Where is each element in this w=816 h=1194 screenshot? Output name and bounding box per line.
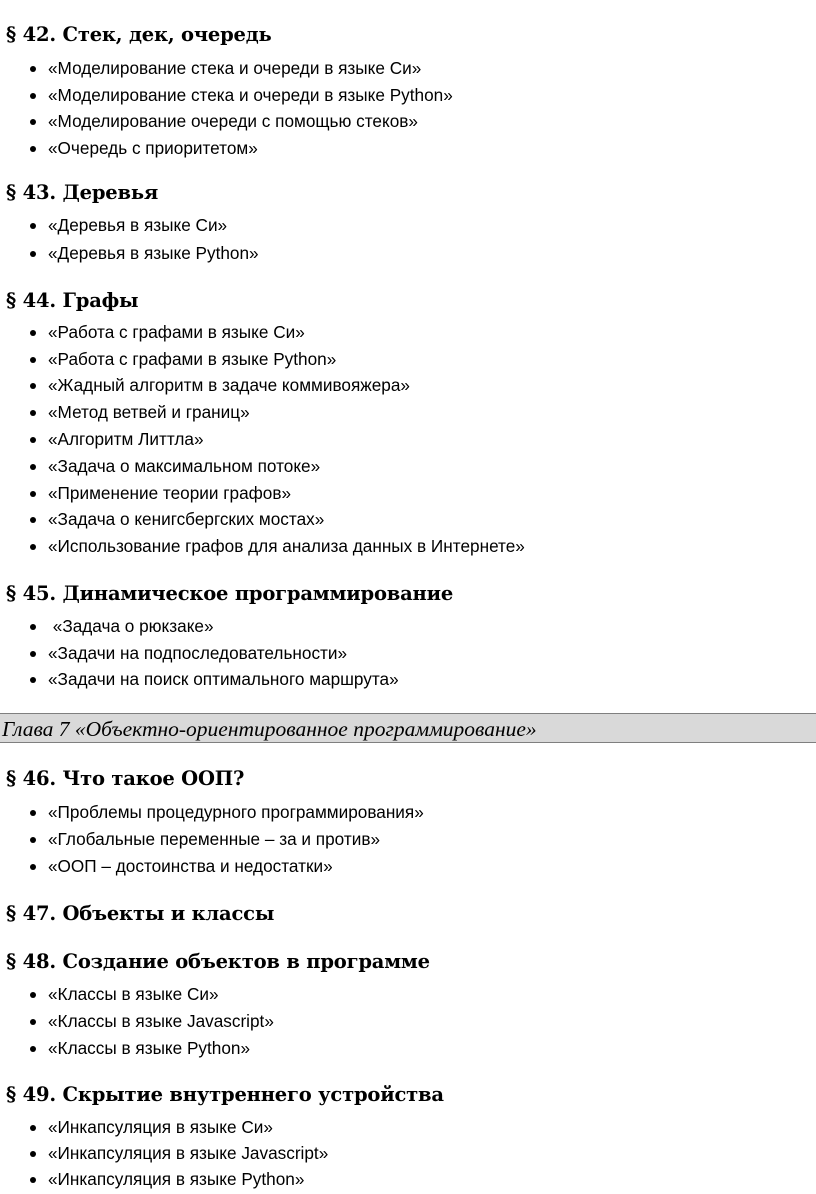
list-item-text: «Проблемы процедурного программирования» bbox=[48, 802, 424, 822]
list-item-text: «Моделирование стека и очереди в языке Си» bbox=[48, 58, 422, 78]
bullet-icon bbox=[30, 1125, 36, 1131]
chapter-title: Глава 7 «Объектно-ориентированное программирование» bbox=[2, 717, 537, 741]
section-heading-47: § 47. Объекты и классы bbox=[6, 902, 275, 925]
list-item-text: «Применение теории графов» bbox=[48, 483, 292, 503]
list-item-text: «Моделирование очереди с помощью стеков» bbox=[48, 111, 418, 131]
bullet-icon bbox=[30, 464, 36, 470]
bullet-icon bbox=[30, 93, 36, 99]
bullet-icon bbox=[30, 1151, 36, 1157]
bullet-icon bbox=[30, 1177, 36, 1183]
bullet-icon bbox=[30, 651, 36, 657]
bullet-icon bbox=[30, 383, 36, 389]
bullet-icon bbox=[30, 864, 36, 870]
bullet-icon bbox=[30, 624, 36, 630]
list-item-text: «Метод ветвей и границ» bbox=[48, 402, 250, 422]
list-item-text: «Задачи на подпоследовательности» bbox=[48, 643, 348, 663]
list-item-text: «Инкапсуляция в языке Python» bbox=[48, 1169, 305, 1189]
list-item-text: «Использование графов для анализа данных в Интернете» bbox=[48, 536, 525, 556]
bullet-icon bbox=[30, 437, 36, 443]
list-item-text: «Моделирование стека и очереди в языке Python» bbox=[48, 85, 453, 105]
section-heading-46: § 46. Что такое ООП? bbox=[6, 767, 245, 790]
bullet-icon bbox=[30, 410, 36, 416]
list-item-text: «Жадный алгоритм в задаче коммивояжера» bbox=[48, 375, 410, 395]
list-item-text: «Алгоритм Литтла» bbox=[48, 429, 204, 449]
bullet-icon bbox=[30, 544, 36, 550]
list-item-text: «Задача о максимальном потоке» bbox=[48, 456, 321, 476]
list-item-text: «ООП – достоинства и недостатки» bbox=[48, 856, 333, 876]
bullet-icon bbox=[30, 810, 36, 816]
bullet-icon bbox=[30, 517, 36, 523]
list-item-text: «Инкапсуляция в языке Javascript» bbox=[48, 1143, 329, 1163]
bullet-icon bbox=[30, 146, 36, 152]
bullet-icon bbox=[30, 330, 36, 336]
list-item-text: «Работа с графами в языке Python» bbox=[48, 349, 337, 369]
section-heading-43: § 43. Деревья bbox=[6, 181, 159, 204]
bullet-icon bbox=[30, 119, 36, 125]
list-item-text: «Классы в языке Си» bbox=[48, 984, 219, 1004]
bullet-icon bbox=[30, 251, 36, 257]
list-item-text: «Задача о кенигсбергских мостах» bbox=[48, 509, 325, 529]
bullet-icon bbox=[30, 1046, 36, 1052]
section-heading-49: § 49. Скрытие внутреннего устройства bbox=[6, 1083, 444, 1106]
section-heading-44: § 44. Графы bbox=[6, 289, 139, 312]
section-heading-45: § 45. Динамическое программирование bbox=[6, 582, 454, 605]
bullet-icon bbox=[30, 837, 36, 843]
section-heading-48: § 48. Создание объектов в программе bbox=[6, 950, 430, 973]
list-item-text: «Классы в языке Python» bbox=[48, 1038, 251, 1058]
bullet-icon bbox=[30, 357, 36, 363]
list-item-text: «Работа с графами в языке Си» bbox=[48, 322, 305, 342]
chapter-banner bbox=[0, 713, 816, 743]
list-item-text: «Инкапсуляция в языке Си» bbox=[48, 1117, 273, 1137]
list-item-text: «Деревья в языке Python» bbox=[48, 243, 259, 263]
bullet-icon bbox=[30, 992, 36, 998]
list-item-text: «Глобальные переменные – за и против» bbox=[48, 829, 381, 849]
bullet-icon bbox=[30, 66, 36, 72]
bullet-icon bbox=[30, 677, 36, 683]
list-item-text: «Деревья в языке Си» bbox=[48, 215, 228, 235]
list-item-text: «Очередь с приоритетом» bbox=[48, 138, 258, 158]
list-item-text: «Задачи на поиск оптимального маршрута» bbox=[48, 669, 399, 689]
bullet-icon bbox=[30, 1019, 36, 1025]
bullet-icon bbox=[30, 491, 36, 497]
list-item-text: «Классы в языке Javascript» bbox=[48, 1011, 274, 1031]
bullet-icon bbox=[30, 223, 36, 229]
list-item-text: «Задача о рюкзаке» bbox=[48, 616, 214, 636]
section-heading-42: § 42. Стек, дек, очередь bbox=[6, 23, 272, 46]
